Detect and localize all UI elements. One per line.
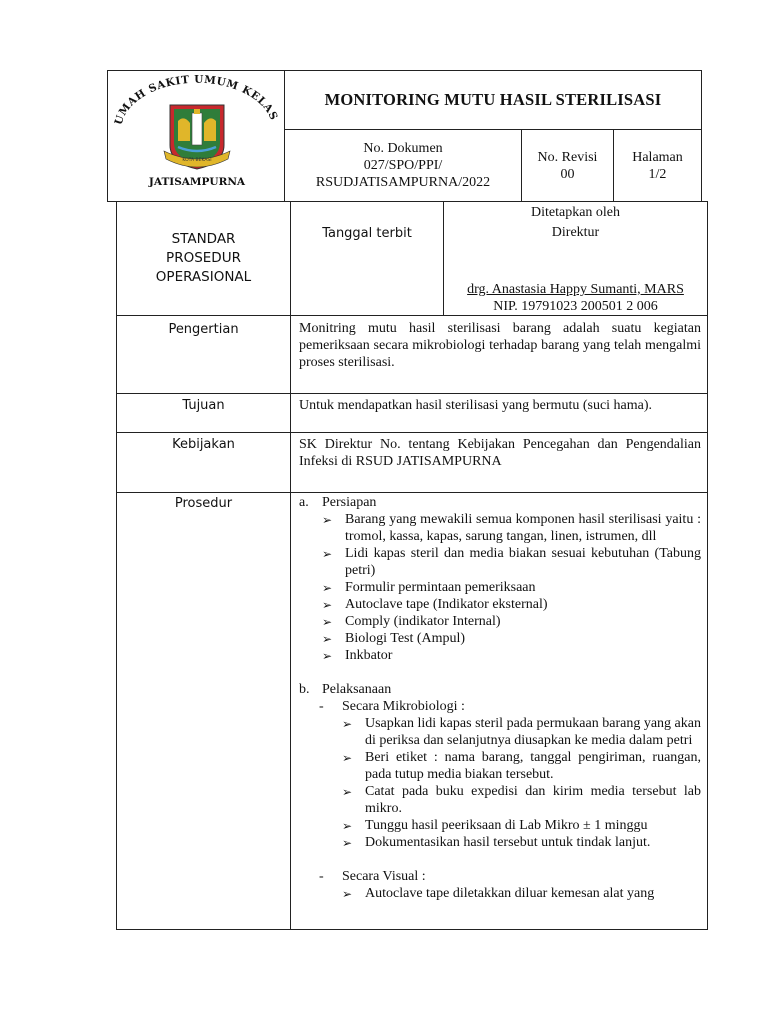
arrow-bullet-icon: ➢ (342, 819, 353, 833)
sop-label-line1: STANDAR (171, 231, 236, 247)
arrow-bullet-icon: ➢ (342, 751, 353, 765)
page-value: 1/2 (648, 166, 667, 182)
revision-value: 00 (560, 166, 575, 182)
definition-label-cell (116, 315, 291, 394)
dash-marker: - (319, 869, 324, 884)
approved-by-label: Ditetapkan oleh (530, 205, 621, 220)
arrow-bullet-icon: ➢ (322, 513, 333, 527)
subsection-visual (319, 868, 701, 885)
page-cell (613, 129, 702, 202)
purpose-text: Untuk mendapatkan hasil sterilisasi yang bermutu (suci hama). (299, 398, 653, 413)
arrow-bullet-icon: ➢ (342, 887, 353, 901)
list-item: ➢ Barang yang mewakili semua komponen hasil sterilisasi yaitu : tromol, kassa, kapas, sarung tangan, linen, istrumen, dll (322, 512, 701, 544)
procedure-content-cell (290, 492, 708, 930)
revision-cell (521, 129, 614, 202)
purpose-text-cell (290, 393, 708, 433)
arrow-bullet-icon: ➢ (322, 649, 333, 663)
hospital-logo (108, 71, 286, 203)
sop-label-line3: OPERASIONAL (155, 269, 252, 285)
document-header (107, 70, 702, 202)
logo-arc-text: UMAH SAKIT UMUM KELAS (112, 73, 280, 127)
doc-number-cell (284, 129, 522, 202)
logo-bottom-text: JATISAMPURNA (148, 176, 246, 188)
policy-label: Kebijakan (172, 437, 235, 452)
section-pelaksanaan (299, 681, 701, 698)
date-issued-label: Tanggal terbit (322, 226, 412, 241)
arrow-bullet-icon: ➢ (322, 598, 333, 612)
subsection-title-visual: Secara Visual : (342, 869, 426, 884)
approver-title: Direktur (551, 225, 600, 240)
sop-label-line2: PROSEDUR (166, 250, 241, 266)
dash-marker: - (319, 699, 324, 714)
logo-ribbon-text: KOTA BEKASI (182, 158, 212, 163)
persiapan-list (299, 511, 701, 664)
sop-label-cell (116, 201, 291, 316)
section-marker-b: b. (299, 682, 310, 697)
procedure-label: Prosedur (174, 496, 233, 511)
arrow-bullet-icon: ➢ (342, 717, 353, 731)
procedure-label-cell (116, 492, 291, 930)
arrow-bullet-icon: ➢ (342, 785, 353, 799)
crest-icon (164, 105, 230, 169)
subsection-title-mikrobiologi: Secara Mikrobiologi : (342, 699, 465, 714)
definition-text-cell (290, 315, 708, 394)
section-persiapan (299, 493, 701, 511)
list-item: ➢ Autoclave tape (Indikator eksternal) (322, 597, 548, 612)
policy-label-cell (116, 432, 291, 493)
arrow-bullet-icon: ➢ (342, 836, 353, 850)
doc-number-line1: 027/SPO/PPI/ (363, 158, 443, 173)
date-issued-cell (290, 201, 444, 316)
policy-text-cell (290, 432, 708, 493)
section-marker-a: a. (299, 495, 309, 510)
signer-name: drg. Anastasia Happy Sumanti, MARS (467, 282, 684, 297)
doc-number-label: No. Dokumen (363, 141, 443, 156)
arrow-bullet-icon: ➢ (322, 632, 333, 646)
list-item: ➢ Dokumentasikan hasil tersebut untuk tindak lanjut. (342, 835, 651, 850)
purpose-label-cell (116, 393, 291, 433)
arrow-bullet-icon: ➢ (322, 581, 333, 595)
signer-nip: NIP. 19791023 200501 2 006 (493, 299, 658, 314)
mikrobiologi-list (299, 715, 701, 851)
purpose-label: Tujuan (182, 398, 225, 413)
definition-text: Monitring mutu hasil sterilisasi barang adalah suatu kegiatan pemeriksaan secara mikrobiologi terhadap barang yang telah mengalmi proses sterilisasi. (299, 321, 701, 370)
list-item: ➢ Beri etiket : nama barang, tanggal pengiriman, ruangan, pada tutup media biakan tersebut. (342, 750, 701, 782)
list-item: ➢ Lidi kapas steril dan media biakan sesuai kebutuhan (Tabung petri) (322, 546, 701, 578)
page-label: Halaman (632, 149, 683, 165)
arrow-bullet-icon: ➢ (322, 547, 333, 561)
list-item: ➢ Usapkan lidi kapas steril pada permukaan barang yang akan di periksa dan selanjutnya diusapkan ke media dalam petri (342, 716, 701, 748)
page-title: MONITORING MUTU HASIL STERILISASI (324, 90, 662, 109)
visual-list (299, 885, 701, 902)
doc-number-line2: RSUDJATISAMPURNA/2022 (315, 175, 491, 190)
section-title-persiapan: Persiapan (322, 495, 377, 510)
list-item: ➢ Biologi Test (Ampul) (322, 631, 466, 646)
list-item: ➢ Comply (indikator Internal) (322, 614, 501, 629)
list-item: ➢ Autoclave tape diletakkan diluar kemesan alat yang (342, 886, 655, 901)
list-item: ➢ Tunggu hasil peeriksaan di Lab Mikro ± 1 minggu (342, 818, 648, 833)
list-item: ➢ Formulir permintaan pemeriksaan (322, 580, 536, 595)
approval-cell (443, 201, 708, 316)
title-cell (284, 70, 702, 130)
sop-table (116, 201, 708, 930)
arrow-bullet-icon: ➢ (322, 615, 333, 629)
subsection-mikrobiologi (319, 698, 701, 715)
revision-label: No. Revisi (537, 149, 598, 165)
logo-cell (107, 70, 285, 202)
list-item: ➢ Inkbator (322, 648, 393, 663)
definition-label: Pengertian (168, 322, 239, 337)
list-item: ➢ Catat pada buku expedisi dan kirim media tersebut lab mikro. (342, 784, 701, 816)
policy-text: SK Direktur No. tentang Kebijakan Pencegahan dan Pengendalian Infeksi di RSUD JATISAMPURNA (299, 437, 701, 469)
section-title-pelaksanaan: Pelaksanaan (322, 682, 392, 697)
